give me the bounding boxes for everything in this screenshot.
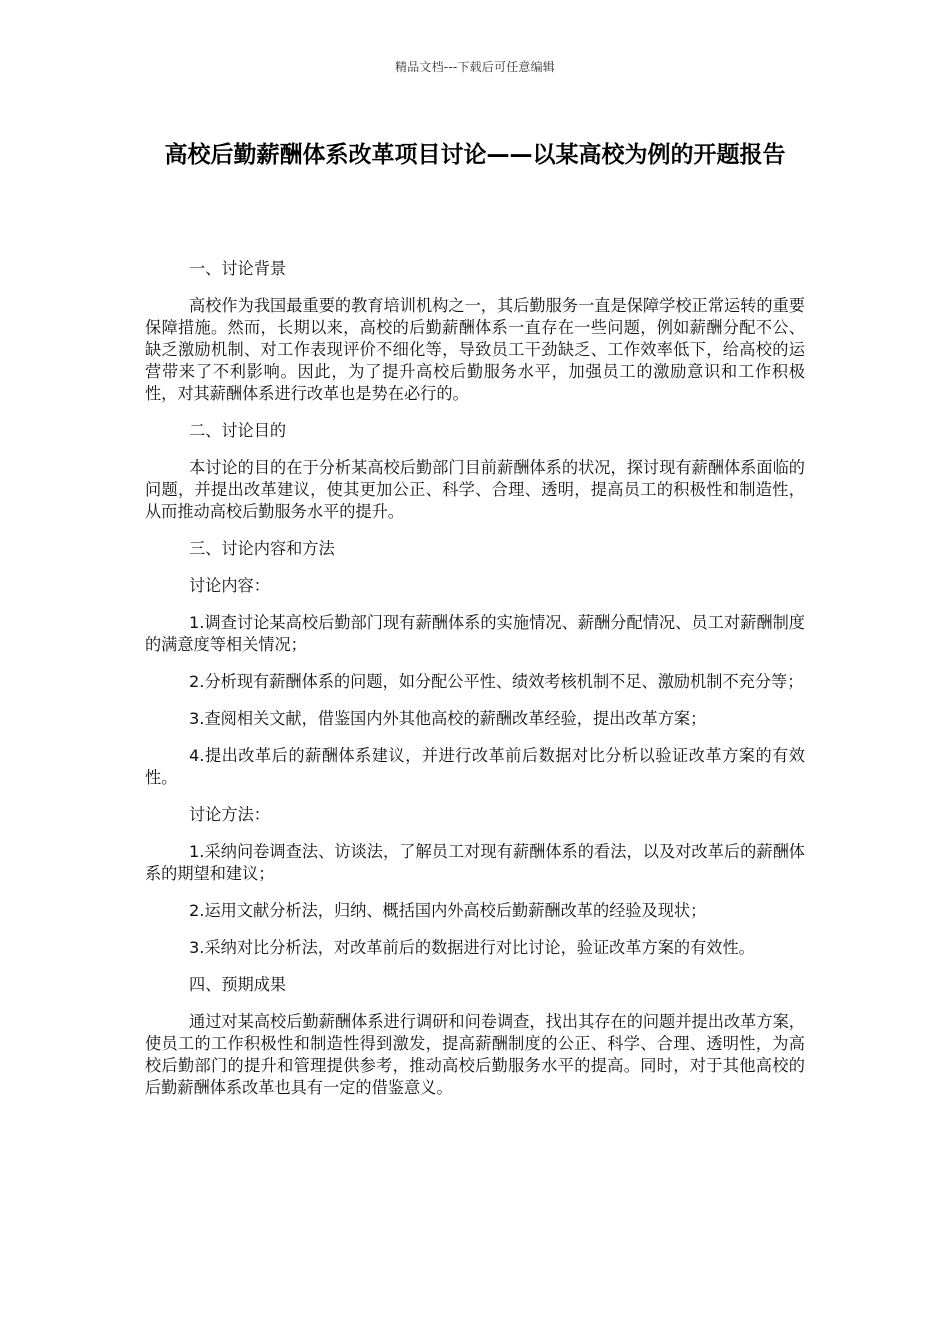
document-body: [145, 258, 805, 1114]
method-item-2: 2.运用文献分析法，归纳、概括国内外高校后勤薪酬改革的经验及现状；: [189, 901, 707, 920]
paragraph-background: 高校作为我国最重要的教育培训机构之一，其后勤服务一直是保障学校正常运转的重要保障措施。然而，长期以来，高校的后勤薪酬体系一直存在一些问题，例如薪酬分配不公、缺乏激励机制、对工作表现评价不细化等，导致员工干劲缺乏、工作效率低下，给高校的运营带来了不利影响。因此，为了提升高校后勤服务水平，加强员工的激励意识和工作积极性，对其薪酬体系进行改革也是势在必行的。: [145, 296, 805, 403]
subheading-method: 讨论方法：: [189, 805, 270, 824]
section-heading-content-method: 三、讨论内容和方法: [189, 539, 335, 558]
subheading-content: 讨论内容：: [189, 576, 270, 595]
content-item-2: 2.分析现有薪酬体系的问题，如分配公平性、绩效考核机制不足、激励机制不充分等；: [189, 672, 804, 691]
content-item-1: 1.调查讨论某高校后勤部门现有薪酬体系的实施情况、薪酬分配情况、员工对薪酬制度的满意度等相关情况；: [145, 613, 805, 654]
paragraph-outcomes: 通过对某高校后勤薪酬体系进行调研和问卷调查，找出其存在的问题并提出改革方案，使员工的工作积极性和制造性得到激发，提高薪酬制度的公正、科学、合理、透明性，为高校后勤部门的提升和管理提供参考，推动高校后勤服务水平的提高。同时，对于其他高校的后勤薪酬体系改革也具有一定的借鉴意义。: [145, 1012, 805, 1097]
paragraph-purpose: 本讨论的目的在于分析某高校后勤部门目前薪酬体系的状况，探讨现有薪酬体系面临的问题，并提出改革建议，使其更加公正、科学、合理、透明，提高员工的积极性和制造性，从而推动高校后勤服务水平的提升。: [145, 458, 805, 521]
content-item-4: 4.提出改革后的薪酬体系建议，并进行改革前后数据对比分析以验证改革方案的有效性。: [145, 746, 805, 787]
section-heading-outcomes: 四、预期成果: [189, 975, 287, 994]
page-header: 精品文档---下载后可任意编辑: [395, 60, 555, 74]
section-heading-purpose: 二、讨论目的: [189, 421, 287, 440]
method-item-1: 1.采纳问卷调查法、访谈法，了解员工对现有薪酬体系的看法，以及对改革后的薪酬体系的期望和建议；: [145, 842, 805, 883]
document-title: 高校后勤薪酬体系改革项目讨论——以某高校为例的开题报告: [164, 142, 786, 168]
method-item-3: 3.采纳对比分析法，对改革前后的数据进行对比讨论，验证改革方案的有效性。: [189, 938, 755, 957]
section-heading-background: 一、讨论背景: [189, 259, 287, 278]
content-item-3: 3.查阅相关文献，借鉴国内外其他高校的薪酬改革经验，提出改革方案；: [189, 709, 707, 728]
